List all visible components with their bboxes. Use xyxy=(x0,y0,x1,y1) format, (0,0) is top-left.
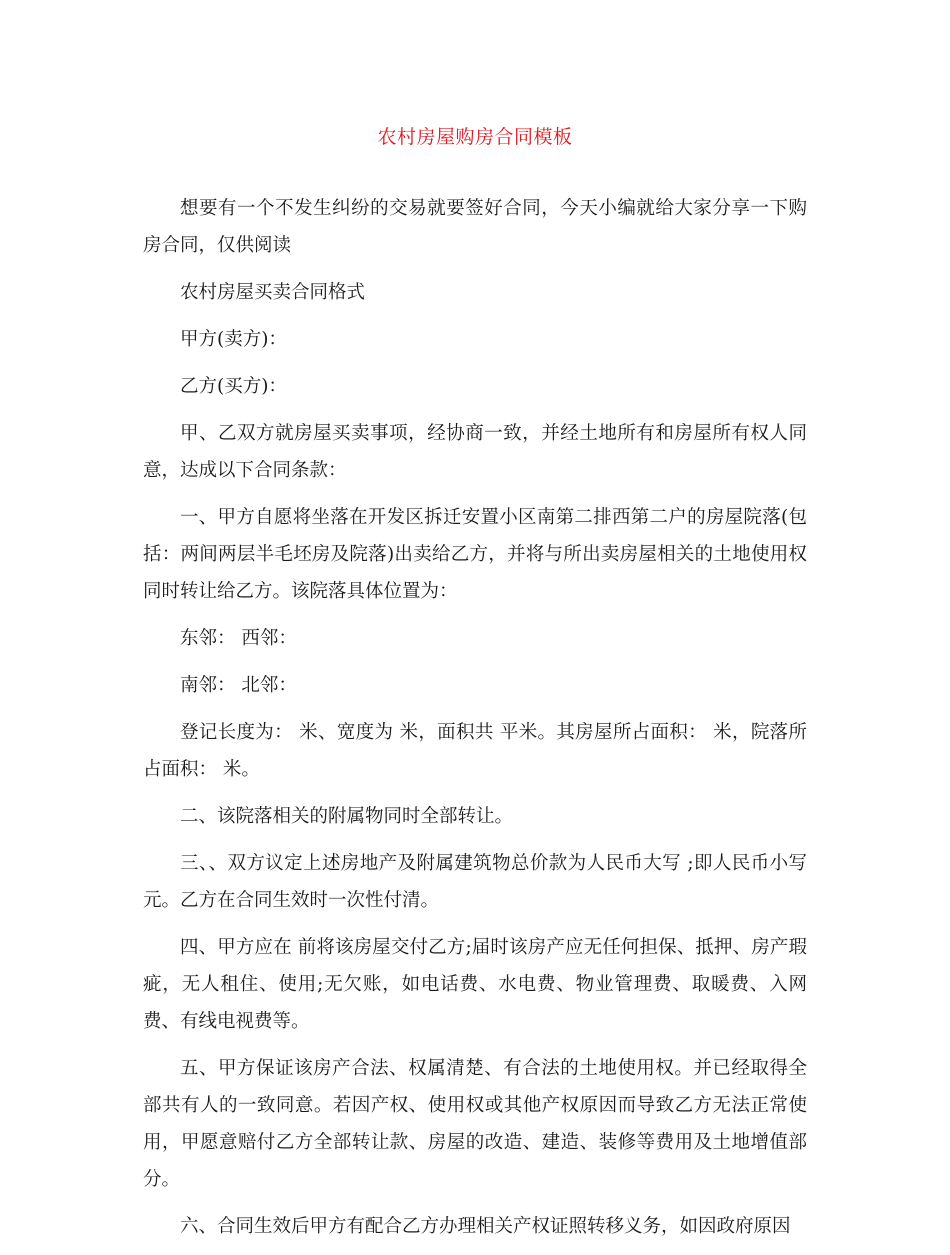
paragraph-intro: 想要有一个不发生纠纷的交易就要签好合同，今天小编就给大家分享一下购房合同，仅供阅读 xyxy=(143,198,807,256)
paragraph-subtitle: 农村房屋买卖合同格式 xyxy=(180,282,366,303)
paragraph-preamble: 甲、乙双方就房屋买卖事项，经协商一致，并经土地所有和房屋所有权人同意，达成以下合同条款： xyxy=(143,423,807,481)
paragraph-clause-6: 六、合同生效后甲方有配合乙方办理相关产权证照转移义务，如因政府原因 xyxy=(180,1216,791,1237)
document-title: 农村房屋购房合同模板 xyxy=(377,126,573,148)
paragraph-east-west: 东邻： 西邻： xyxy=(180,628,297,649)
paragraph-dimensions: 登记长度为： 米、宽度为 米，面积共 平米。其房屋所占面积： 米，院落所占面积： 米。 xyxy=(143,722,807,780)
paragraph-party-b: 乙方(买方)： xyxy=(180,376,287,397)
paragraph-clause-4: 四、甲方应在 前将该房屋交付乙方;届时该房产应无任何担保、抵押、房产瑕疵，无人租住、使用;无欠账，如电话费、水电费、物业管理费、取暖费、入网费、有线电视费等。 xyxy=(143,937,807,1032)
paragraph-clause-5: 五、甲方保证该房产合法、权属清楚、有合法的土地使用权。并已经取得全部共有人的一致同意。若因产权、使用权或其他产权原因而导致乙方无法正常使用，甲愿意赔付乙方全部转让款、房屋的改造、建造、装修等费用及土地增值部分。 xyxy=(143,1058,807,1190)
paragraph-clause-2: 二、该院落相关的附属物同时全部转让。 xyxy=(180,806,514,827)
paragraph-clause-3: 三、、双方议定上述房地产及附属建筑物总价款为人民币大写 ;即人民币小写 元。乙方在合同生效时一次性付清。 xyxy=(143,853,807,911)
paragraph-clause-1: 一、甲方自愿将坐落在开发区拆迁安置小区南第二排西第二户的房屋院落(包括：两间两层半毛坯房及院落)出卖给乙方，并将与所出卖房屋相关的土地使用权同时转让给乙方。该院落具体位置为： xyxy=(143,507,807,602)
paragraph-party-a: 甲方(卖方)： xyxy=(180,329,287,350)
document-body xyxy=(143,190,807,1255)
paragraph-south-north: 南邻： 北邻： xyxy=(180,675,297,696)
